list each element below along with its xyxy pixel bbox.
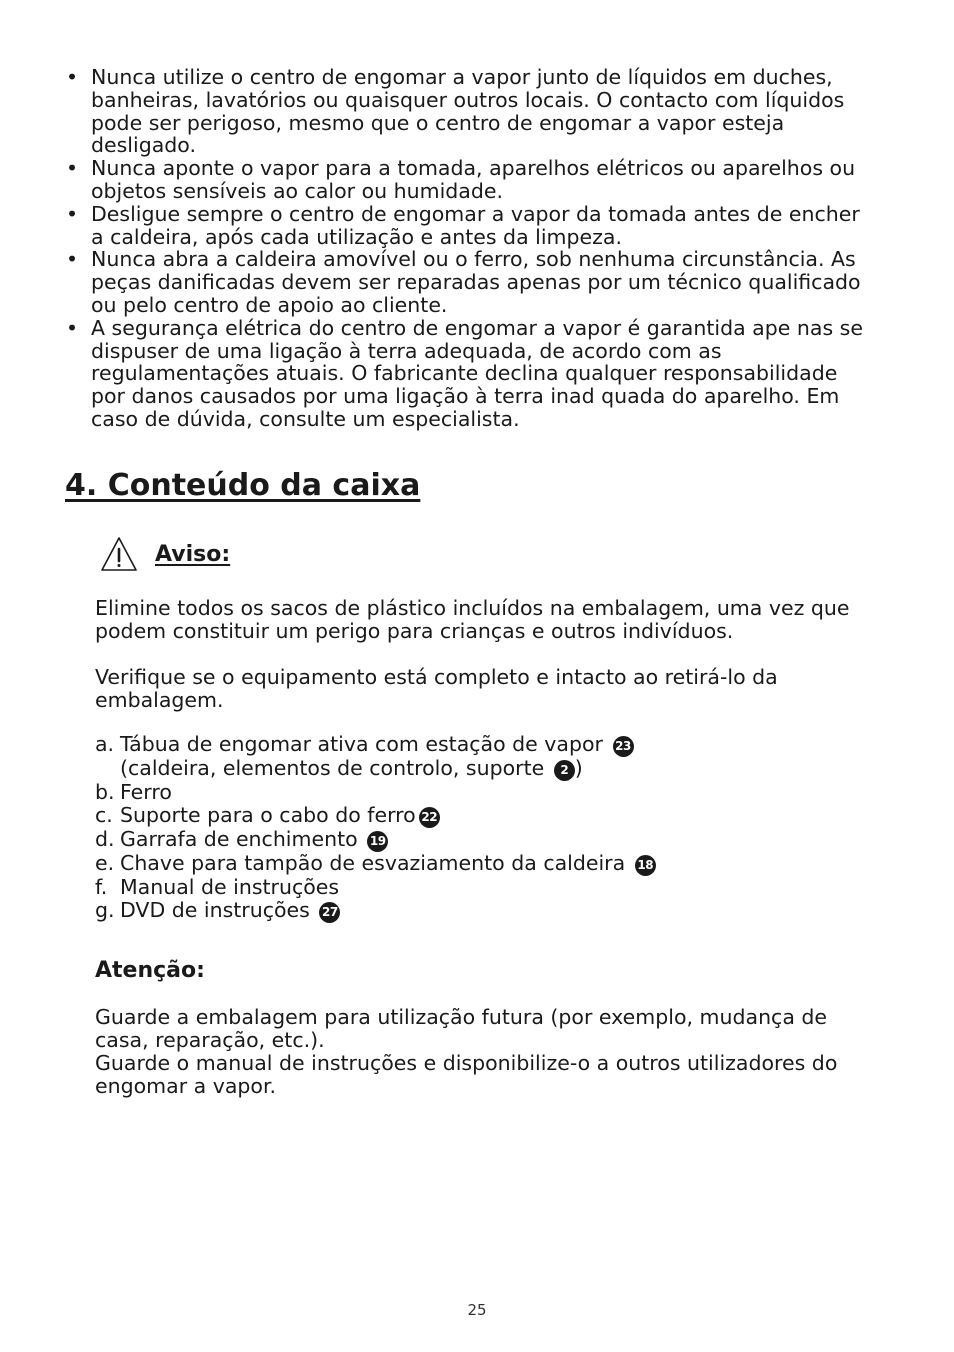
item-letter: b. (95, 780, 115, 804)
page-number: 25 (467, 1301, 487, 1319)
list-item (66, 203, 876, 249)
item-text-end: ) (574, 756, 583, 780)
check-paragraph: Verifique se o equipamento está completo e intacto ao retirá-lo da embalagem. (95, 665, 778, 712)
bullet-text: A segurança elétrica do centro de engomar a vapor é garantida ape nas se dispuser de uma ligação à terra adequada, de acordo com as regulamentações atuais. O fabricante declina qualquer responsabilidade por danos causados por uma ligação à terra inad quada do aparelho. Em caso de dúvida, consulte um especialista. (91, 315, 863, 431)
safety-bullet-list (66, 66, 876, 431)
list-item (66, 66, 876, 157)
attention-heading: Atenção: (95, 958, 205, 983)
list-item (66, 248, 876, 316)
bullet-dot: • (66, 315, 79, 340)
item-text: Chave para tampão de esvaziamento da caldeira (120, 850, 626, 875)
bullet-dot: • (66, 247, 79, 272)
bullet-dot: • (66, 65, 79, 89)
item-letter: a. (95, 732, 115, 756)
item-text: (caldeira, elementos de controlo, suporte (120, 756, 545, 780)
part-number-badge: 23 (613, 736, 634, 757)
list-item (66, 157, 876, 203)
part-number-badge: 19 (367, 831, 388, 852)
warning-header (100, 533, 230, 575)
list-item (95, 876, 885, 899)
part-number-badge: 22 (419, 807, 440, 828)
warning-triangle-icon (100, 535, 138, 573)
part-number-badge: 27 (319, 902, 340, 923)
item-text: Manual de instruções (120, 874, 340, 899)
item-text: Suporte para o cabo do ferro (120, 802, 416, 827)
bullet-text: Nunca abra a caldeira amovível ou o ferro, sob nenhuma circunstância. As peças danificadas devem ser reparadas apenas por um técnico qualificado ou pelo centro de apoio ao cliente. (91, 247, 861, 317)
list-item (95, 852, 885, 876)
part-number-badge: 18 (635, 855, 656, 876)
list-item (95, 899, 885, 923)
list-item (95, 781, 885, 804)
bullet-text: Desligue sempre o centro de engomar a vapor da tomada antes de encher a caldeira, após cada utilização e antes da limpeza. (91, 201, 860, 249)
item-letter: e. (95, 850, 115, 875)
part-number-badge: 2 (554, 760, 575, 781)
list-item (95, 733, 885, 757)
bullet-text: Nunca aponte o vapor para a tomada, aparelhos elétricos ou aparelhos ou objetos sensíveis ao calor ou humidade. (91, 156, 856, 203)
bullet-dot: • (66, 156, 79, 181)
list-item (95, 828, 885, 852)
item-letter: g. (95, 897, 115, 922)
item-letter: f. (95, 874, 108, 899)
warning-paragraph: Elimine todos os sacos de plástico incluídos na embalagem, uma vez que podem constituir um perigo para crianças e outros indivíduos. (95, 596, 850, 643)
section-title: 4. Conteúdo da caixa (65, 468, 421, 503)
list-item (95, 757, 885, 781)
item-text: Tábua de engomar ativa com estação de vapor (120, 732, 603, 756)
item-text: Garrafa de enchimento (120, 826, 358, 851)
item-letter: c. (95, 802, 113, 827)
bullet-text: Nunca utilize o centro de engomar a vapor junto de líquidos em duches, banheiras, lavatórios ou quaisquer outros locais. O contacto com líquidos pode ser perigoso, mesmo que o centro de engomar a vapor esteja desligado. (91, 65, 845, 158)
bullet-dot: • (66, 201, 79, 226)
box-contents-list (95, 733, 885, 923)
list-item (95, 804, 885, 828)
warning-label: Aviso: (155, 541, 231, 567)
item-text: DVD de instruções (120, 897, 310, 922)
item-letter: d. (95, 826, 115, 851)
item-text: Ferro (120, 780, 172, 804)
attention-paragraph: Guarde a embalagem para utilização futura (por exemplo, mudança de casa, reparação, etc.). (95, 1005, 828, 1052)
attention-paragraph: Guarde o manual de instruções e disponibilize-o a outros utilizadores do engomar a vapor. (95, 1051, 838, 1098)
list-item (66, 317, 876, 431)
